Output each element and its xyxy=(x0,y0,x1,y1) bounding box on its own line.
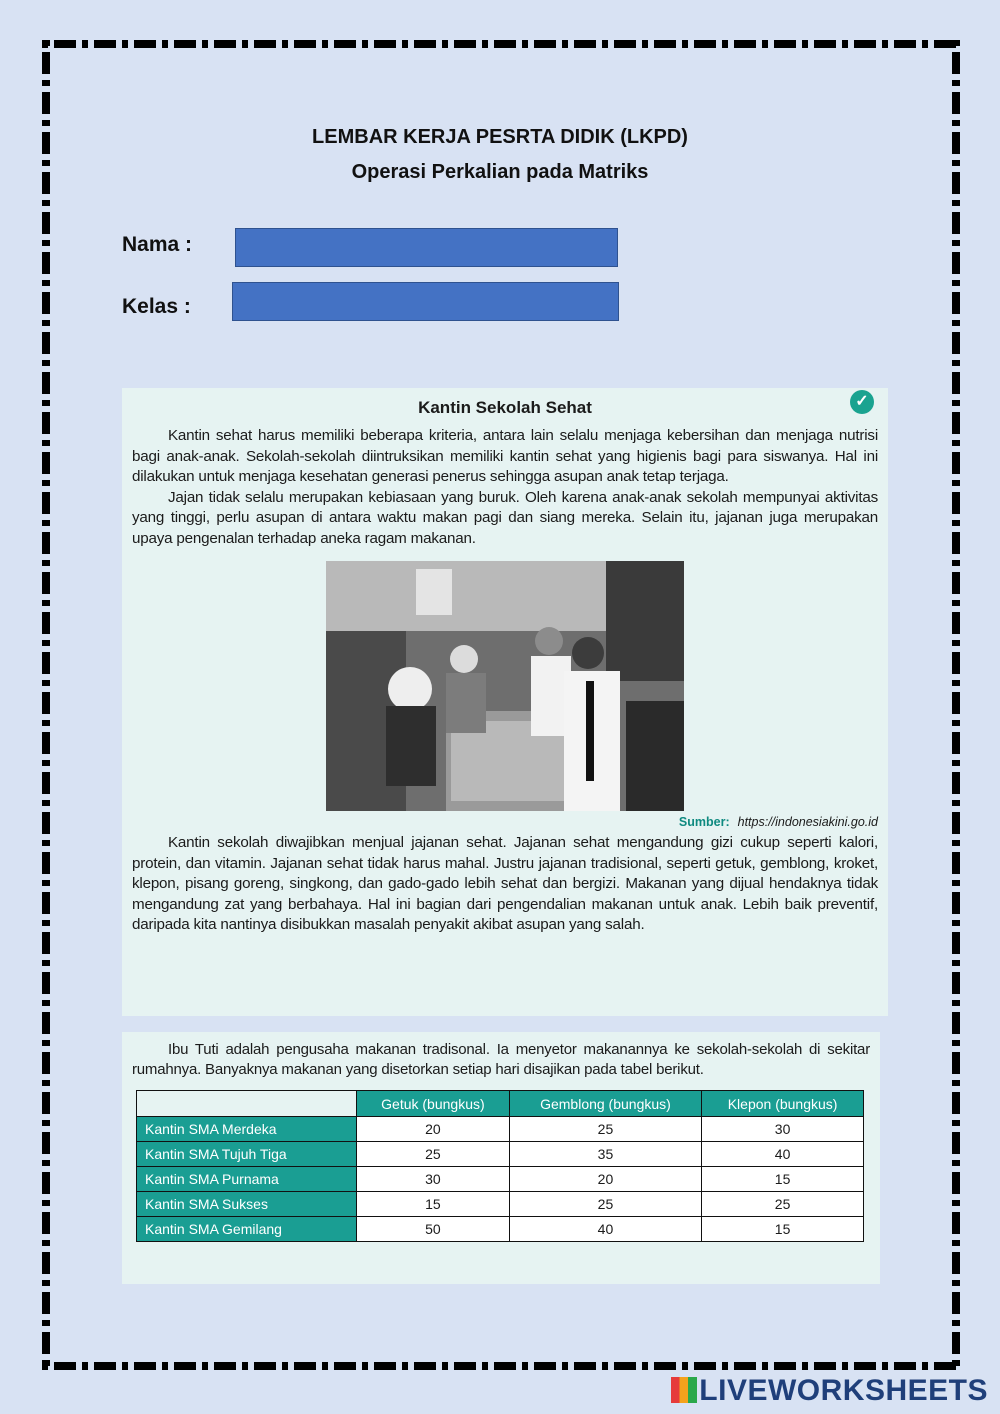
table-cell: 40 xyxy=(702,1142,864,1167)
column-header: Getuk (bungkus) xyxy=(357,1091,510,1117)
table-cell: 15 xyxy=(702,1167,864,1192)
table-cell: 30 xyxy=(702,1117,864,1142)
canteen-photo xyxy=(326,561,684,811)
photo-caption xyxy=(132,815,878,829)
photo-figure xyxy=(326,561,684,811)
caption-url: https://indonesiakini.go.id xyxy=(737,815,878,829)
page-border-top xyxy=(42,40,960,48)
article-paragraph: Kantin sekolah diwajibkan menjual jajanan sehat. Jajanan sehat mengandung gizi cukup seperti kalori, protein, dan vitamin. Jajanan sehat tidak harus mahal. Justru jajanan tradisional, seperti getuk, gemblong, kroket, klepon, pisang goreng, singkong, dan gado-gado lebih sehat dan bergizi. Makanan yang dijual hendaknya tidak mengandung zat yang berbahaya. Hal ini bagian dari pengendalian makanan untuk anak. Lebih baik preventif, daripada kita nantinya disibukkan masalah penyakit akibat asupan yang salah. xyxy=(132,834,878,933)
table-cell: 20 xyxy=(509,1167,701,1192)
column-header: Gemblong (bungkus) xyxy=(509,1091,701,1117)
problem-scan xyxy=(122,1032,880,1284)
page-border-left xyxy=(42,40,50,1370)
page-border-right xyxy=(952,40,960,1370)
table-row xyxy=(137,1217,864,1242)
brand-text: LIVEWORKSHEETS xyxy=(699,1374,988,1407)
liveworksheets-icon xyxy=(671,1377,697,1403)
table-cell: 35 xyxy=(509,1142,701,1167)
table-cell: 25 xyxy=(702,1192,864,1217)
table-cell: 50 xyxy=(357,1217,510,1242)
row-header: Kantin SMA Sukses xyxy=(137,1192,357,1217)
row-header: Kantin SMA Tujuh Tiga xyxy=(137,1142,357,1167)
row-header: Kantin SMA Gemilang xyxy=(137,1217,357,1242)
table-cell: 30 xyxy=(357,1167,510,1192)
table-cell: 15 xyxy=(702,1217,864,1242)
problem-intro: Ibu Tuti adalah pengusaha makanan tradisonal. Ia menyetor makanannya ke sekolah-sekolah di sekitar rumahnya. Banyaknya makanan yang disetorkan setiap hari disajikan pada tabel berikut. xyxy=(132,1041,870,1078)
kelas-input[interactable] xyxy=(232,282,619,321)
worksheet-subtitle: Operasi Perkalian pada Matriks xyxy=(351,161,649,183)
article-title: Kantin Sekolah Sehat xyxy=(418,398,592,417)
table-cell: 15 xyxy=(357,1192,510,1217)
table-row xyxy=(137,1192,864,1217)
nama-label: Nama : xyxy=(122,233,193,256)
delivery-table xyxy=(136,1090,864,1242)
table-cell: 40 xyxy=(509,1217,701,1242)
liveworksheets-logo[interactable] xyxy=(671,1374,988,1408)
table-row xyxy=(137,1142,864,1167)
worksheet-title: LEMBAR KERJA PESRTA DIDIK (LKPD) xyxy=(312,126,688,148)
article-scan xyxy=(122,388,888,1016)
table-cell: 25 xyxy=(357,1142,510,1167)
row-header: Kantin SMA Purnama xyxy=(137,1167,357,1192)
caption-source-label: Sumber: xyxy=(678,815,730,829)
table-cell: 25 xyxy=(509,1192,701,1217)
row-header: Kantin SMA Merdeka xyxy=(137,1117,357,1142)
column-header: Klepon (bungkus) xyxy=(702,1091,864,1117)
table-header-row xyxy=(137,1091,864,1117)
check-icon: ✓ xyxy=(850,390,874,414)
article-paragraph: Jajan tidak selalu merupakan kebiasaan yang buruk. Oleh karena anak-anak sekolah mempunyai aktivitas yang tinggi, perlu asupan di antara waktu makan pagi dan siang mereka. Selain itu, jajanan juga merupakan upaya pengenalan terhadap aneka ragam makanan. xyxy=(132,488,878,547)
table-cell: 20 xyxy=(357,1117,510,1142)
table-row xyxy=(137,1117,864,1142)
page-border-bottom xyxy=(42,1362,960,1370)
table-cell: 25 xyxy=(509,1117,701,1142)
table-corner xyxy=(137,1091,357,1117)
nama-input[interactable] xyxy=(235,228,618,267)
article-paragraph: Kantin sehat harus memiliki beberapa kriteria, antara lain selalu menjaga kebersihan dan menjaga nutrisi bagi anak-anak. Sekolah-sekolah diintruksikan memiliki kantin sehat yang higienis bagi para siswanya. Hal ini dilakukan untuk menjaga kesehatan generasi penerus sehingga asupan anak tetap terjaga. xyxy=(132,427,878,485)
table-row xyxy=(137,1167,864,1192)
kelas-label: Kelas : xyxy=(122,295,191,318)
